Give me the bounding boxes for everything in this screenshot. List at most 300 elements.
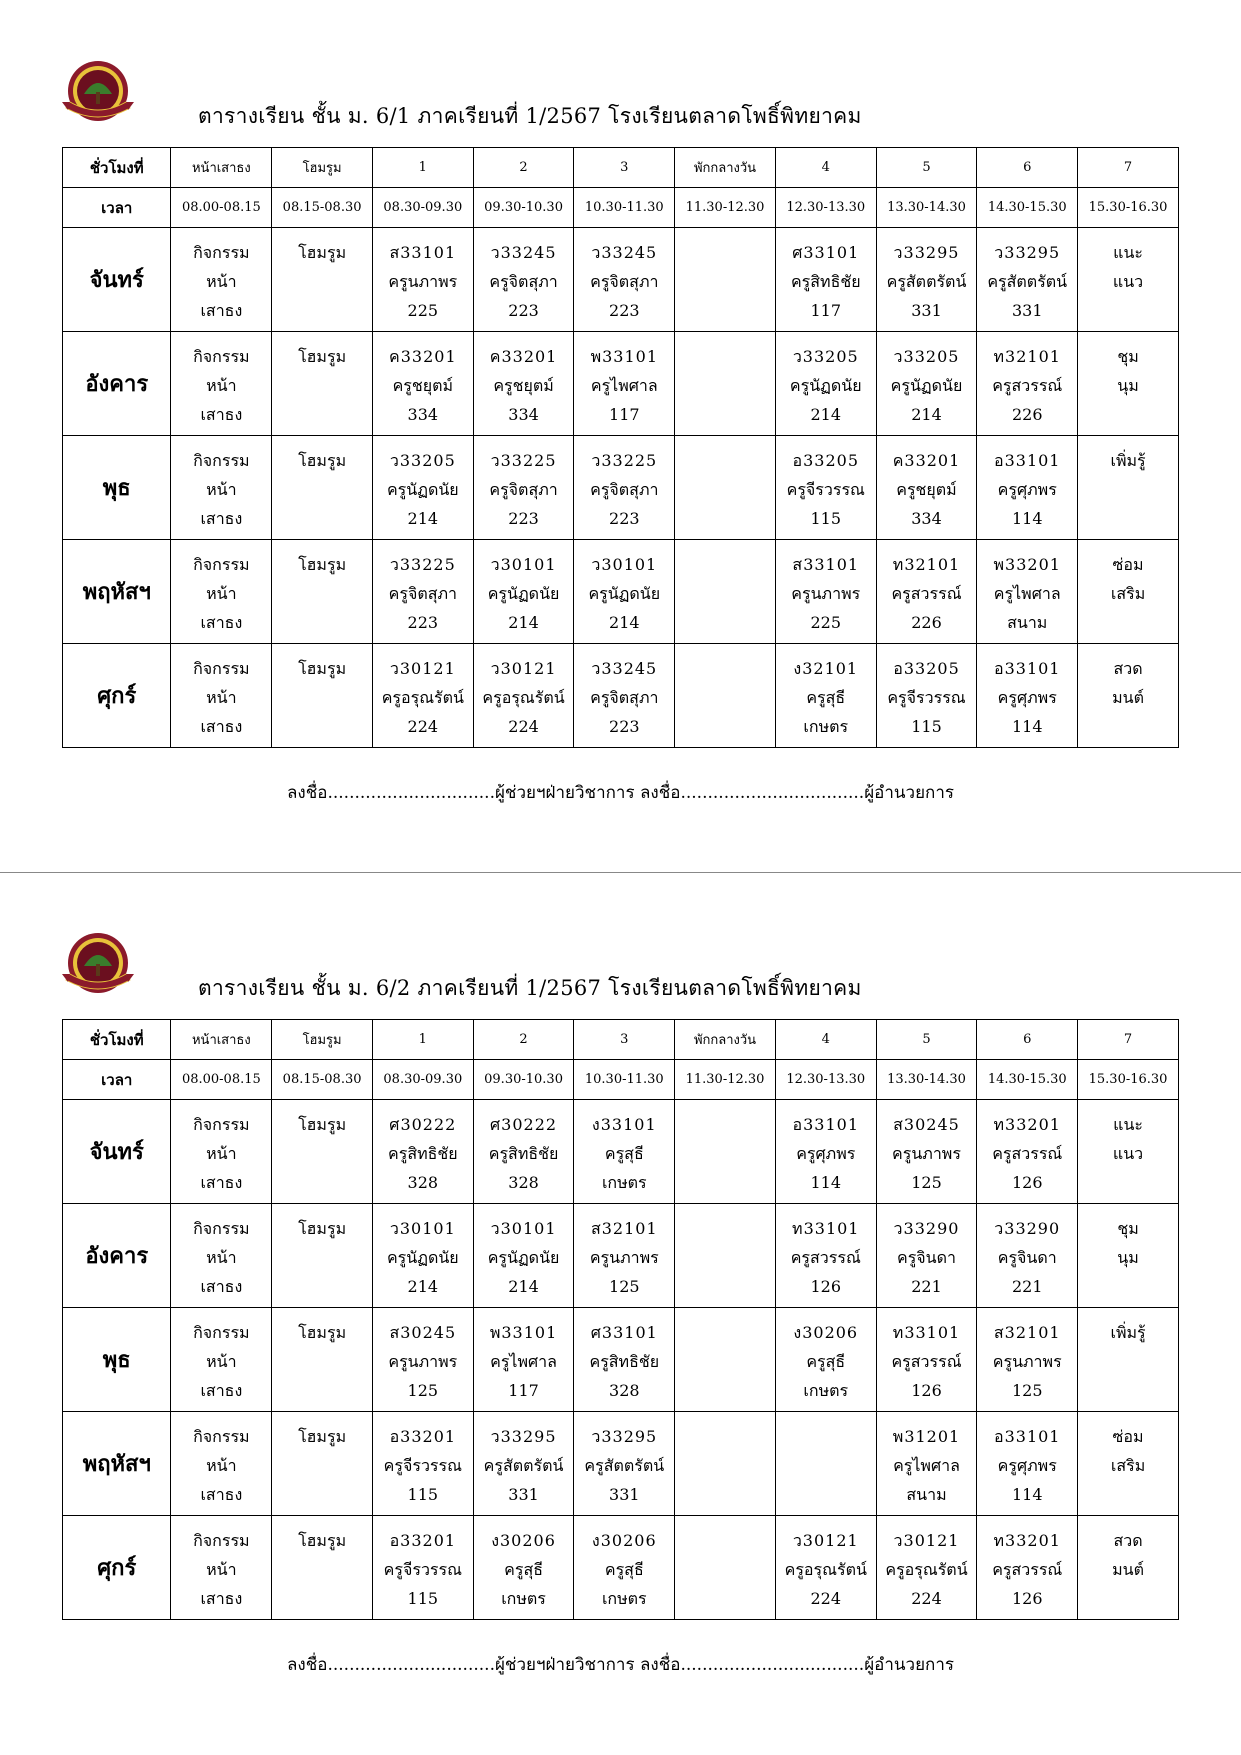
time-cell: 14.30-15.30 xyxy=(977,188,1078,228)
cell-line-teacher: ครูอรุณรัตน์ xyxy=(482,688,565,707)
period-header: โฮมรูม xyxy=(272,1020,373,1060)
day-row xyxy=(63,1412,1179,1516)
cell-line-subject: กิจกรรม xyxy=(193,659,250,678)
schedule-cell xyxy=(1078,644,1179,748)
cell-line-room: เสาธง xyxy=(200,1381,243,1400)
cell-line-teacher: ครูสวรรณ์ xyxy=(992,1560,1063,1579)
cell-line-teacher: ครูจิตสุภา xyxy=(489,272,558,291)
cell-line-subject: ส32101 xyxy=(993,1323,1061,1342)
schedule-cell xyxy=(272,644,373,748)
schedule-cell xyxy=(272,1412,373,1516)
cell-line-room: 331 xyxy=(1011,301,1043,320)
cell-line-teacher: ครูศุภพร xyxy=(997,480,1057,499)
cell-line-room: 223 xyxy=(508,301,539,320)
day-name: จันทร์ xyxy=(63,228,171,332)
day-name: พุธ xyxy=(63,1308,171,1412)
cell-line-teacher: ครูนัฏดนัย xyxy=(386,1248,459,1267)
period-header: หน้าเสาธง xyxy=(171,1020,272,1060)
time-row xyxy=(63,188,1179,228)
cell-line-room: 226 xyxy=(1011,405,1043,424)
period-header: 4 xyxy=(775,148,876,188)
schedule-cell xyxy=(876,436,977,540)
cell-line-teacher: ครูจิตสุภา xyxy=(388,584,457,603)
schedule-cell xyxy=(473,228,574,332)
time-cell: 08.15-08.30 xyxy=(272,1060,373,1100)
schedule-cell xyxy=(473,332,574,436)
cell-line-room: 115 xyxy=(407,1485,439,1504)
cell-line-subject: ศ33101 xyxy=(792,243,860,262)
cell-line-subject: โฮมรูม xyxy=(298,1115,347,1134)
schedule-cell xyxy=(977,436,1078,540)
timetable xyxy=(62,147,1179,748)
time-row xyxy=(63,1060,1179,1100)
schedule-cell xyxy=(574,1516,675,1620)
cell-line-subject: ส32101 xyxy=(590,1219,658,1238)
cell-line-teacher: ครูสวรรณ์ xyxy=(790,1248,861,1267)
cell-line-subject: พ33201 xyxy=(993,555,1061,574)
cell-line-subject: ว33245 xyxy=(591,243,658,262)
day-name: ศุกร์ xyxy=(63,1516,171,1620)
cell-line-room: 117 xyxy=(810,301,842,320)
cell-line-subject: ว33225 xyxy=(490,451,557,470)
cell-line-room: 331 xyxy=(508,1485,539,1504)
cell-line-room: 328 xyxy=(407,1173,439,1192)
schedule-cell xyxy=(1078,1100,1179,1204)
cell-line-room: เกษตร xyxy=(803,717,849,736)
day-name: ศุกร์ xyxy=(63,644,171,748)
timetable xyxy=(62,1019,1179,1620)
schedule-cell xyxy=(473,1308,574,1412)
cell-line-teacher: ครูจีรวรรณ xyxy=(383,1456,462,1475)
schedule-cell xyxy=(977,540,1078,644)
cell-line-subject: อ33101 xyxy=(993,659,1061,678)
cell-line-teacher: ครูสุธี xyxy=(504,1560,543,1579)
cell-line-teacher: ครูศุภพร xyxy=(997,688,1057,707)
schedule-cell xyxy=(1078,228,1179,332)
cell-line-room: 223 xyxy=(508,509,539,528)
schedule-cell xyxy=(372,1308,473,1412)
cell-line-teacher: นุม xyxy=(1117,376,1139,395)
cell-line-teacher: หน้า xyxy=(206,1456,237,1475)
time-cell: 08.30-09.30 xyxy=(372,1060,473,1100)
cell-line-subject: กิจกรรม xyxy=(193,1323,250,1342)
signature-line: ลงชื่อ...............................ผู้ช่วยฯฝ่ายวิชาการ ลงชื่อ..................................ผู้อำนวยการ xyxy=(286,783,955,803)
cell-line-teacher: ครูอรุณรัตน์ xyxy=(885,1560,968,1579)
cell-line-room: 214 xyxy=(508,613,539,632)
day-name: พฤหัสฯ xyxy=(63,540,171,644)
cell-line-room: 224 xyxy=(508,717,539,736)
cell-line-teacher: ครูอรุณรัตน์ xyxy=(381,688,464,707)
schedule-cell xyxy=(876,644,977,748)
time-cell: 15.30-16.30 xyxy=(1078,188,1179,228)
time-cell: 09.30-10.30 xyxy=(473,1060,574,1100)
cell-line-room: 223 xyxy=(609,717,640,736)
schedule-cell xyxy=(775,1412,876,1516)
cell-line-room: 114 xyxy=(810,1173,842,1192)
cell-line-subject: กิจกรรม xyxy=(193,1115,250,1134)
header-label: ชั่วโมงที่ xyxy=(63,148,171,188)
cell-line-room: 224 xyxy=(911,1589,942,1608)
day-row xyxy=(63,332,1179,436)
cell-line-teacher: เสริม xyxy=(1110,1456,1146,1475)
header-row xyxy=(63,1020,1179,1060)
day-name: อังคาร xyxy=(63,1204,171,1308)
cell-line-subject: โฮมรูม xyxy=(298,347,347,366)
cell-line-teacher: ครูสวรรณ์ xyxy=(992,376,1063,395)
schedule-cell xyxy=(977,1204,1078,1308)
cell-line-subject: ว30101 xyxy=(490,1219,557,1238)
schedule-cell xyxy=(272,1308,373,1412)
schedule-cell xyxy=(1078,1308,1179,1412)
cell-line-teacher: ครูจิตสุภา xyxy=(590,480,659,499)
schedule-cell xyxy=(775,644,876,748)
schedule-cell xyxy=(171,1516,272,1620)
page-divider xyxy=(0,872,1241,873)
cell-line-teacher: ครูจิตสุภา xyxy=(590,272,659,291)
cell-line-subject: ชุม xyxy=(1117,1219,1139,1238)
schedule-cell xyxy=(171,1308,272,1412)
cell-line-subject: อ33101 xyxy=(993,1427,1061,1446)
cell-line-teacher: ครูนัฏดนัย xyxy=(890,376,963,395)
schedule-title: ตารางเรียน ชั้น ม. 6/2 ภาคเรียนที่ 1/2567 โรงเรียนตลาดโพธิ์พิทยาคม xyxy=(198,976,862,1000)
cell-line-room: 223 xyxy=(609,301,640,320)
signature-line: ลงชื่อ...............................ผู้ช่วยฯฝ่ายวิชาการ ลงชื่อ..................................ผู้อำนวยการ xyxy=(286,1655,955,1675)
cell-line-room: 334 xyxy=(911,509,942,528)
cell-line-room: 117 xyxy=(508,1381,539,1400)
cell-line-subject: พ33101 xyxy=(489,1323,558,1342)
time-cell: 09.30-10.30 xyxy=(473,188,574,228)
schedule-cell xyxy=(272,1100,373,1204)
cell-line-subject: โฮมรูม xyxy=(298,555,347,574)
cell-line-subject: อ33101 xyxy=(993,451,1061,470)
schedule-cell xyxy=(574,644,675,748)
day-row xyxy=(63,1204,1179,1308)
cell-line-teacher: ครูสัตตรัตน์ xyxy=(483,1456,564,1475)
day-row xyxy=(63,1516,1179,1620)
time-cell: 15.30-16.30 xyxy=(1078,1060,1179,1100)
time-cell: 10.30-11.30 xyxy=(574,1060,675,1100)
schedule-cell xyxy=(675,1100,776,1204)
schedule-cell xyxy=(372,1204,473,1308)
cell-line-subject: ท33201 xyxy=(993,1531,1061,1550)
schedule-cell xyxy=(675,1412,776,1516)
cell-line-teacher: ครูสัตตรัตน์ xyxy=(886,272,967,291)
cell-line-room: เสาธง xyxy=(200,1173,243,1192)
day-row xyxy=(63,644,1179,748)
day-row xyxy=(63,540,1179,644)
time-label: เวลา xyxy=(63,1060,171,1100)
schedule-cell xyxy=(775,1516,876,1620)
cell-line-subject: ว30121 xyxy=(792,1531,859,1550)
cell-line-teacher: ครูชยุตม์ xyxy=(896,480,957,499)
cell-line-subject: สวด xyxy=(1113,1531,1143,1550)
cell-line-room: 221 xyxy=(1011,1277,1043,1296)
cell-line-subject: ชุม xyxy=(1117,347,1139,366)
schedule-cell xyxy=(372,1412,473,1516)
cell-line-room: เกษตร xyxy=(601,1173,647,1192)
cell-line-subject: กิจกรรม xyxy=(193,1219,250,1238)
cell-line-subject: กิจกรรม xyxy=(193,451,250,470)
cell-line-subject: ท33101 xyxy=(892,1323,961,1342)
cell-line-teacher: หน้า xyxy=(206,584,237,603)
cell-line-teacher: ครูนภาพร xyxy=(388,272,458,291)
schedule-cell xyxy=(473,1412,574,1516)
cell-line-teacher: ครูสุธี xyxy=(806,688,846,707)
schedule-cell xyxy=(473,1516,574,1620)
cell-line-room: 224 xyxy=(810,1589,842,1608)
cell-line-teacher: ครูอรุณรัตน์ xyxy=(784,1560,867,1579)
cell-line-room: เสาธง xyxy=(200,301,243,320)
cell-line-teacher: ครูสุธี xyxy=(604,1560,644,1579)
cell-line-room: 223 xyxy=(609,509,640,528)
cell-line-subject: ว30121 xyxy=(490,659,557,678)
schedule-cell xyxy=(876,1516,977,1620)
cell-line-subject: ว30101 xyxy=(591,555,658,574)
time-cell: 10.30-11.30 xyxy=(574,188,675,228)
cell-line-subject: โฮมรูม xyxy=(298,1531,347,1550)
period-header: 6 xyxy=(977,148,1078,188)
period-header: พักกลางวัน xyxy=(675,1020,776,1060)
cell-line-subject: ว30101 xyxy=(490,555,557,574)
cell-line-subject: ง32101 xyxy=(793,659,859,678)
cell-line-room: 126 xyxy=(911,1381,942,1400)
cell-line-subject: ท33201 xyxy=(993,1115,1061,1134)
cell-line-subject: ง33101 xyxy=(591,1115,657,1134)
time-label: เวลา xyxy=(63,188,171,228)
schedule-cell xyxy=(171,644,272,748)
cell-line-teacher: ครูสวรรณ์ xyxy=(992,1144,1063,1163)
cell-line-room: 115 xyxy=(911,717,942,736)
cell-line-room: เกษตร xyxy=(501,1589,546,1608)
cell-line-subject: กิจกรรม xyxy=(193,347,250,366)
cell-line-room: 126 xyxy=(1011,1173,1043,1192)
day-name: พุธ xyxy=(63,436,171,540)
cell-line-teacher: ครูนภาพร xyxy=(791,584,861,603)
schedule-cell xyxy=(473,436,574,540)
time-cell: 08.15-08.30 xyxy=(272,188,373,228)
schedule-cell xyxy=(977,644,1078,748)
cell-line-subject: สวด xyxy=(1113,659,1143,678)
schedule-cell xyxy=(675,1204,776,1308)
schedule-cell xyxy=(1078,1204,1179,1308)
cell-line-teacher: หน้า xyxy=(206,480,237,499)
cell-line-room: 125 xyxy=(1011,1381,1043,1400)
cell-line-subject: กิจกรรม xyxy=(193,243,250,262)
cell-line-subject: ส30245 xyxy=(893,1115,960,1134)
cell-line-room: เสาธง xyxy=(200,405,243,424)
cell-line-room: 214 xyxy=(407,509,439,528)
cell-line-subject: กิจกรรม xyxy=(193,1531,250,1550)
schedule-cell xyxy=(272,540,373,644)
period-header: 5 xyxy=(876,1020,977,1060)
cell-line-room: 214 xyxy=(609,613,640,632)
cell-line-teacher: ครูสัตตรัตน์ xyxy=(987,272,1068,291)
cell-line-subject: ง30206 xyxy=(491,1531,556,1550)
cell-line-teacher: ครูสวรรณ์ xyxy=(891,1352,962,1371)
cell-line-teacher: ครูสุธี xyxy=(604,1144,644,1163)
cell-line-room: เสาธง xyxy=(200,613,243,632)
cell-line-teacher: ครูไพศาล xyxy=(993,584,1061,603)
cell-line-subject: พ33101 xyxy=(590,347,659,366)
cell-line-teacher: ครูนัฏดนัย xyxy=(386,480,459,499)
header-label: ชั่วโมงที่ xyxy=(63,1020,171,1060)
cell-line-subject: ซ่อม xyxy=(1112,555,1144,574)
cell-line-teacher: ครูไพศาล xyxy=(490,1352,557,1371)
cell-line-room: 117 xyxy=(609,405,640,424)
schedule-cell xyxy=(1078,1516,1179,1620)
cell-line-teacher: มนต์ xyxy=(1112,1560,1144,1579)
schedule-cell xyxy=(372,228,473,332)
schedule-cell xyxy=(372,1516,473,1620)
cell-line-room: เสาธง xyxy=(200,509,243,528)
cell-line-room: 221 xyxy=(911,1277,942,1296)
cell-line-subject: ว33245 xyxy=(490,243,557,262)
cell-line-teacher: ครูจีรวรรณ xyxy=(383,1560,462,1579)
cell-line-subject: ว33225 xyxy=(591,451,658,470)
day-row xyxy=(63,228,1179,332)
cell-line-subject: โฮมรูม xyxy=(298,1427,347,1446)
schedule-cell xyxy=(775,436,876,540)
cell-line-subject: ค33201 xyxy=(489,347,558,366)
cell-line-room: เสาธง xyxy=(200,1485,243,1504)
cell-line-room: 214 xyxy=(911,405,942,424)
cell-line-subject: ว30121 xyxy=(893,1531,960,1550)
cell-line-teacher: หน้า xyxy=(206,1352,237,1371)
cell-line-room: เกษตร xyxy=(601,1589,647,1608)
cell-line-teacher: ครูนภาพร xyxy=(992,1352,1062,1371)
period-header: 7 xyxy=(1078,148,1179,188)
cell-line-teacher: ครูจิตสุภา xyxy=(590,688,659,707)
cell-line-subject: ว33290 xyxy=(994,1219,1061,1238)
cell-line-teacher: ครูสุธี xyxy=(806,1352,846,1371)
cell-line-teacher: ครูศุภพร xyxy=(997,1456,1057,1475)
cell-line-subject: ว33205 xyxy=(389,451,456,470)
period-header: 7 xyxy=(1078,1020,1179,1060)
period-header: 6 xyxy=(977,1020,1078,1060)
cell-line-room: เสาธง xyxy=(200,1277,243,1296)
cell-line-subject: ว30101 xyxy=(389,1219,456,1238)
cell-line-subject: อ33205 xyxy=(893,659,960,678)
schedule-cell xyxy=(675,644,776,748)
schedule-cell xyxy=(272,1516,373,1620)
cell-line-teacher: หน้า xyxy=(206,272,237,291)
cell-line-teacher: ครูสวรรณ์ xyxy=(891,584,962,603)
time-cell: 08.30-09.30 xyxy=(372,188,473,228)
cell-line-subject: โฮมรูม xyxy=(298,659,347,678)
period-header: 3 xyxy=(574,148,675,188)
cell-line-room: 223 xyxy=(407,613,439,632)
cell-line-room: 126 xyxy=(1011,1589,1043,1608)
schedule-cell xyxy=(171,436,272,540)
cell-line-room: 115 xyxy=(810,509,842,528)
cell-line-subject: ศ33101 xyxy=(590,1323,658,1342)
cell-line-room: 115 xyxy=(407,1589,439,1608)
cell-line-subject: ส30245 xyxy=(389,1323,457,1342)
schedule-cell xyxy=(473,1100,574,1204)
school-logo-icon xyxy=(62,930,162,1000)
schedule-cell xyxy=(171,540,272,644)
period-header: พักกลางวัน xyxy=(675,148,776,188)
cell-line-subject: ส33101 xyxy=(389,243,457,262)
cell-line-teacher: เสริม xyxy=(1110,584,1146,603)
cell-line-teacher: หน้า xyxy=(206,1560,237,1579)
cell-line-room: 126 xyxy=(810,1277,842,1296)
day-name: อังคาร xyxy=(63,332,171,436)
cell-line-room: เกษตร xyxy=(803,1381,849,1400)
cell-line-room: 328 xyxy=(508,1173,539,1192)
cell-line-subject: ว33295 xyxy=(994,243,1061,262)
cell-line-subject: ซ่อม xyxy=(1112,1427,1144,1446)
period-header: 1 xyxy=(372,148,473,188)
cell-line-subject: แนะ xyxy=(1113,1115,1143,1134)
cell-line-subject: โฮมรูม xyxy=(298,243,347,262)
schedule-cell xyxy=(977,1308,1078,1412)
time-cell: 14.30-15.30 xyxy=(977,1060,1078,1100)
cell-line-subject: ท32101 xyxy=(993,347,1061,366)
cell-line-subject: ว33295 xyxy=(591,1427,658,1446)
time-cell: 08.00-08.15 xyxy=(171,1060,272,1100)
schedule-cell xyxy=(574,1204,675,1308)
cell-line-subject: ว33245 xyxy=(591,659,658,678)
period-header: 2 xyxy=(473,148,574,188)
period-header: 2 xyxy=(473,1020,574,1060)
period-header: โฮมรูม xyxy=(272,148,373,188)
schedule-cell xyxy=(473,540,574,644)
cell-line-teacher: หน้า xyxy=(206,1144,237,1163)
cell-line-teacher: ครูนัฏดนัย xyxy=(588,584,661,603)
schedule-cell xyxy=(171,228,272,332)
schedule-title: ตารางเรียน ชั้น ม. 6/1 ภาคเรียนที่ 1/2567 โรงเรียนตลาดโพธิ์พิทยาคม xyxy=(198,104,862,128)
cell-line-room: 125 xyxy=(911,1173,942,1192)
schedule-cell xyxy=(372,540,473,644)
schedule-cell xyxy=(372,644,473,748)
schedule-cell xyxy=(977,1100,1078,1204)
schedule-cell xyxy=(272,436,373,540)
cell-line-teacher: ครูจีรวรรณ xyxy=(887,688,966,707)
schedule-cell xyxy=(272,1204,373,1308)
cell-line-subject: ท32101 xyxy=(892,555,961,574)
cell-line-teacher: ครูสัตตรัตน์ xyxy=(584,1456,665,1475)
cell-line-subject: อ33201 xyxy=(389,1531,457,1550)
time-cell: 12.30-13.30 xyxy=(775,188,876,228)
period-header: 1 xyxy=(372,1020,473,1060)
schedule-cell xyxy=(675,228,776,332)
schedule-cell xyxy=(675,540,776,644)
cell-line-subject: ว33290 xyxy=(893,1219,960,1238)
cell-line-teacher: ครูจิตสุภา xyxy=(489,480,558,499)
cell-line-room: 214 xyxy=(810,405,842,424)
cell-line-room: 331 xyxy=(911,301,942,320)
schedule-cell xyxy=(876,540,977,644)
schedule-cell xyxy=(574,1100,675,1204)
cell-line-teacher: ครูไพศาล xyxy=(590,376,658,395)
school-logo-icon xyxy=(62,58,162,128)
schedule-cell xyxy=(876,1412,977,1516)
schedule-cell xyxy=(977,332,1078,436)
schedule-cell xyxy=(977,228,1078,332)
schedule-cell xyxy=(473,644,574,748)
schedule-cell xyxy=(574,228,675,332)
cell-line-subject: ศ30222 xyxy=(490,1115,558,1134)
schedule-cell xyxy=(775,1100,876,1204)
cell-line-subject: แนะ xyxy=(1113,243,1143,262)
cell-line-teacher: แนว xyxy=(1112,272,1144,291)
schedule-cell xyxy=(675,436,776,540)
cell-line-teacher: ครูชยุตม์ xyxy=(392,376,454,395)
cell-line-subject: เพิ่มรู้ xyxy=(1110,451,1146,470)
schedule-cell xyxy=(574,1308,675,1412)
cell-line-teacher: ครูไพศาล xyxy=(893,1456,960,1475)
